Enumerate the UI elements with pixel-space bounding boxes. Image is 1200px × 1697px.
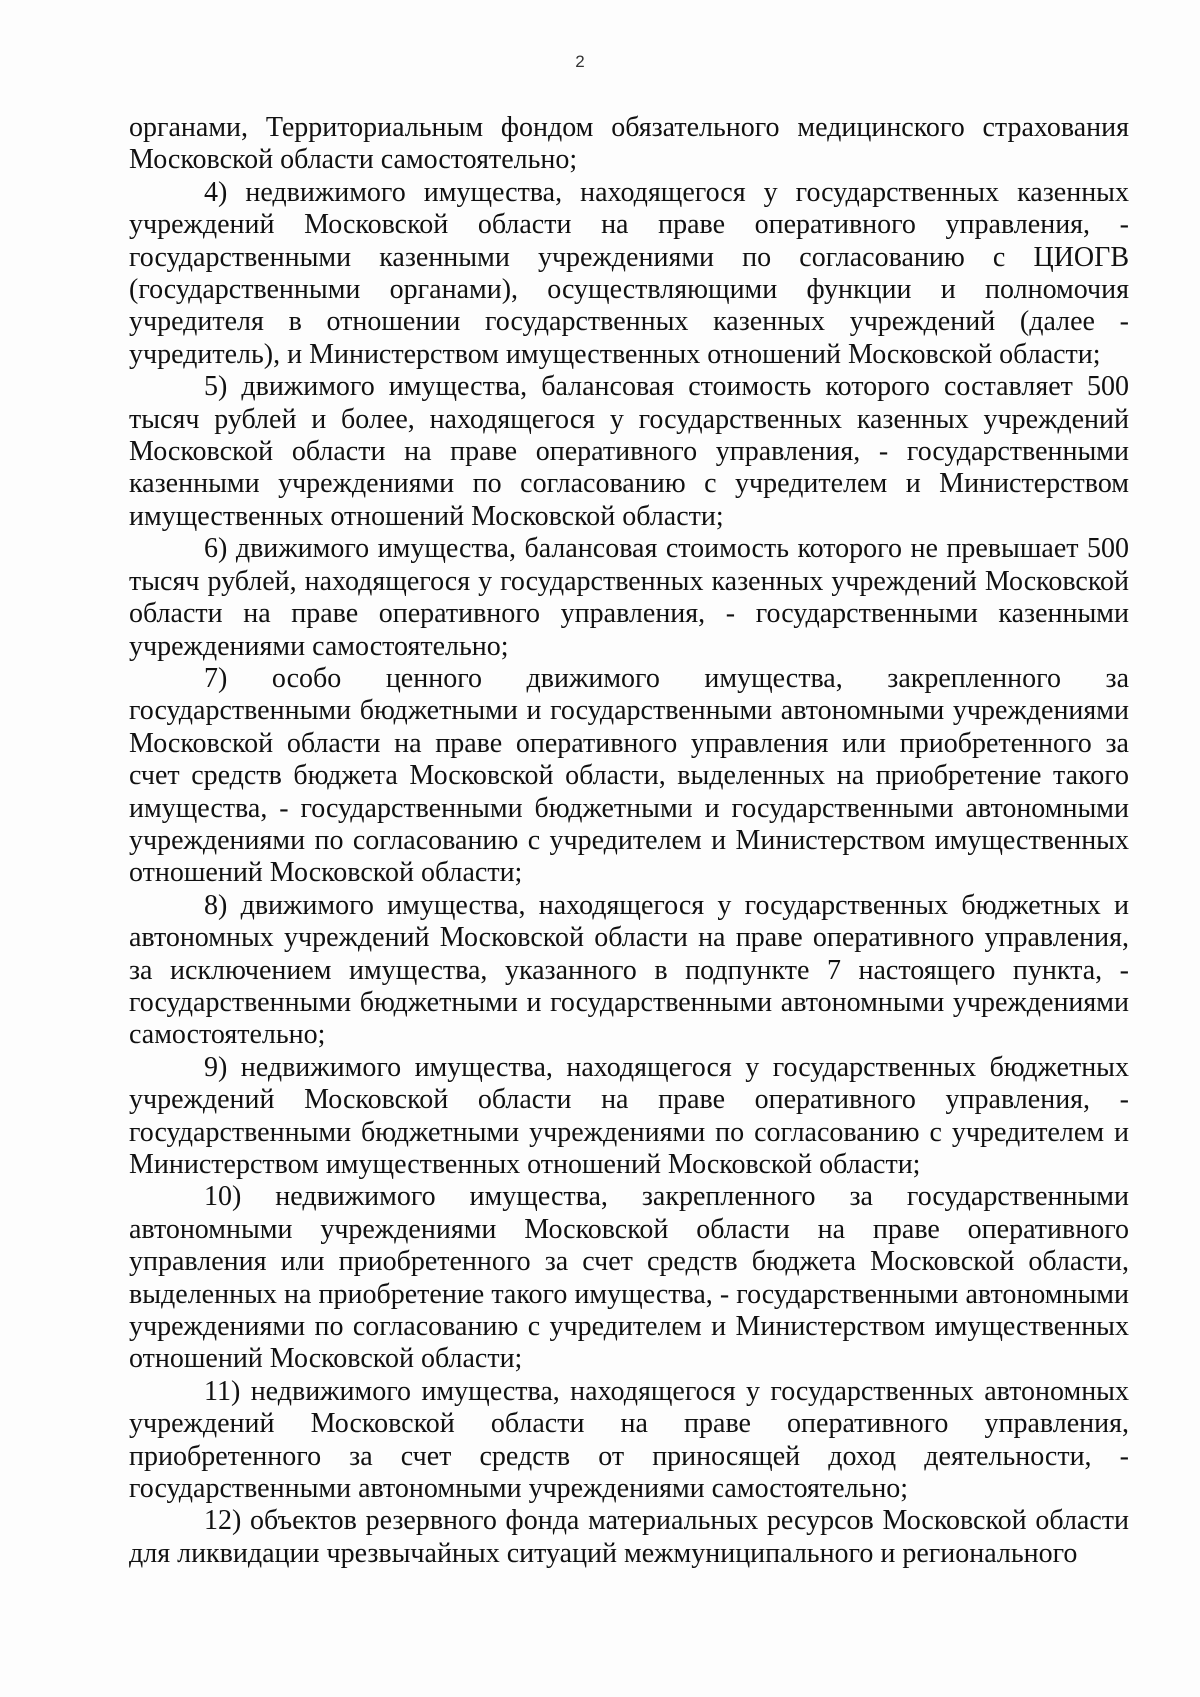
paragraph-item-12: 12) объектов резервного фонда материальных ресурсов Московской области для ликвидации чрезвычайных ситуаций межмуниципального и регионального — [129, 1505, 1129, 1569]
page-number: 2 — [575, 52, 585, 71]
paragraph-item-7: 7) особо ценного движимого имущества, закрепленного за государственными бюджетными и государственными автономными учреждениями Московской области на праве оперативного управления или приобретенного за счет средств бюджета Московской области, выделенных на приобретение такого имущества, - государственными бюджетными и государственными автономными учреждениями по согласованию с учредителем и Министерством имущественных отношений Московской области; — [129, 662, 1129, 889]
paragraph-item-8: 8) движимого имущества, находящегося у государственных бюджетных и автономных учреждений Московской области на праве оперативного управления, за исключением имущества, указанного в подпункте 7 настоящего пункта, - государственными бюджетными и государственными автономными учреждениями самостоятельно; — [129, 889, 1129, 1051]
paragraph-item-10: 10) недвижимого имущества, закрепленного за государственными автономными учреждениями Московской области на праве оперативного управления или приобретенного за счет средств бюджета Московской области, выделенных на приобретение такого имущества, - государственными автономными учреждениями по согласованию с учредителем и Министерством имущественных отношений Московской области; — [129, 1181, 1129, 1375]
paragraph-item-9: 9) недвижимого имущества, находящегося у государственных бюджетных учреждений Московской области на праве оперативного управления, - государственными бюджетными учреждениями по согласованию с учредителем и Министерством имущественных отношений Московской области; — [129, 1051, 1129, 1180]
paragraph-item-6: 6) движимого имущества, балансовая стоимость которого не превышает 500 тысяч рублей, находящегося у государственных казенных учреждений Московской области на праве оперативного управления, - государственными казенными учреждениями самостоятельно; — [129, 533, 1129, 662]
document-body — [129, 112, 1129, 1570]
paragraph-item-4: 4) недвижимого имущества, находящегося у государственных казенных учреждений Московской области на праве оперативного управления, - государственными казенными учреждениями по согласованию с ЦИОГВ (государственными органами), осуществляющими функции и полномочия учредителя в отношении государственных казенных учреждений (далее - учредитель), и Министерством имущественных отношений Московской области; — [129, 176, 1129, 370]
paragraph-item-11: 11) недвижимого имущества, находящегося у государственных автономных учреждений Московской области на праве оперативного управления, приобретенного за счет средств от приносящей доход деятельности, - государственными автономными учреждениями самостоятельно; — [129, 1375, 1129, 1505]
paragraph-item-5: 5) движимого имущества, балансовая стоимость которого составляет 500 тысяч рублей и более, находящегося у государственных казенных учреждений Московской области на праве оперативного управления, - государственными казенными учреждениями по согласованию с учредителем и Министерством имущественных отношений Московской области; — [129, 371, 1129, 532]
paragraph-continuation: органами, Территориальным фондом обязательного медицинского страхования Московской области самостоятельно; — [129, 112, 1129, 176]
